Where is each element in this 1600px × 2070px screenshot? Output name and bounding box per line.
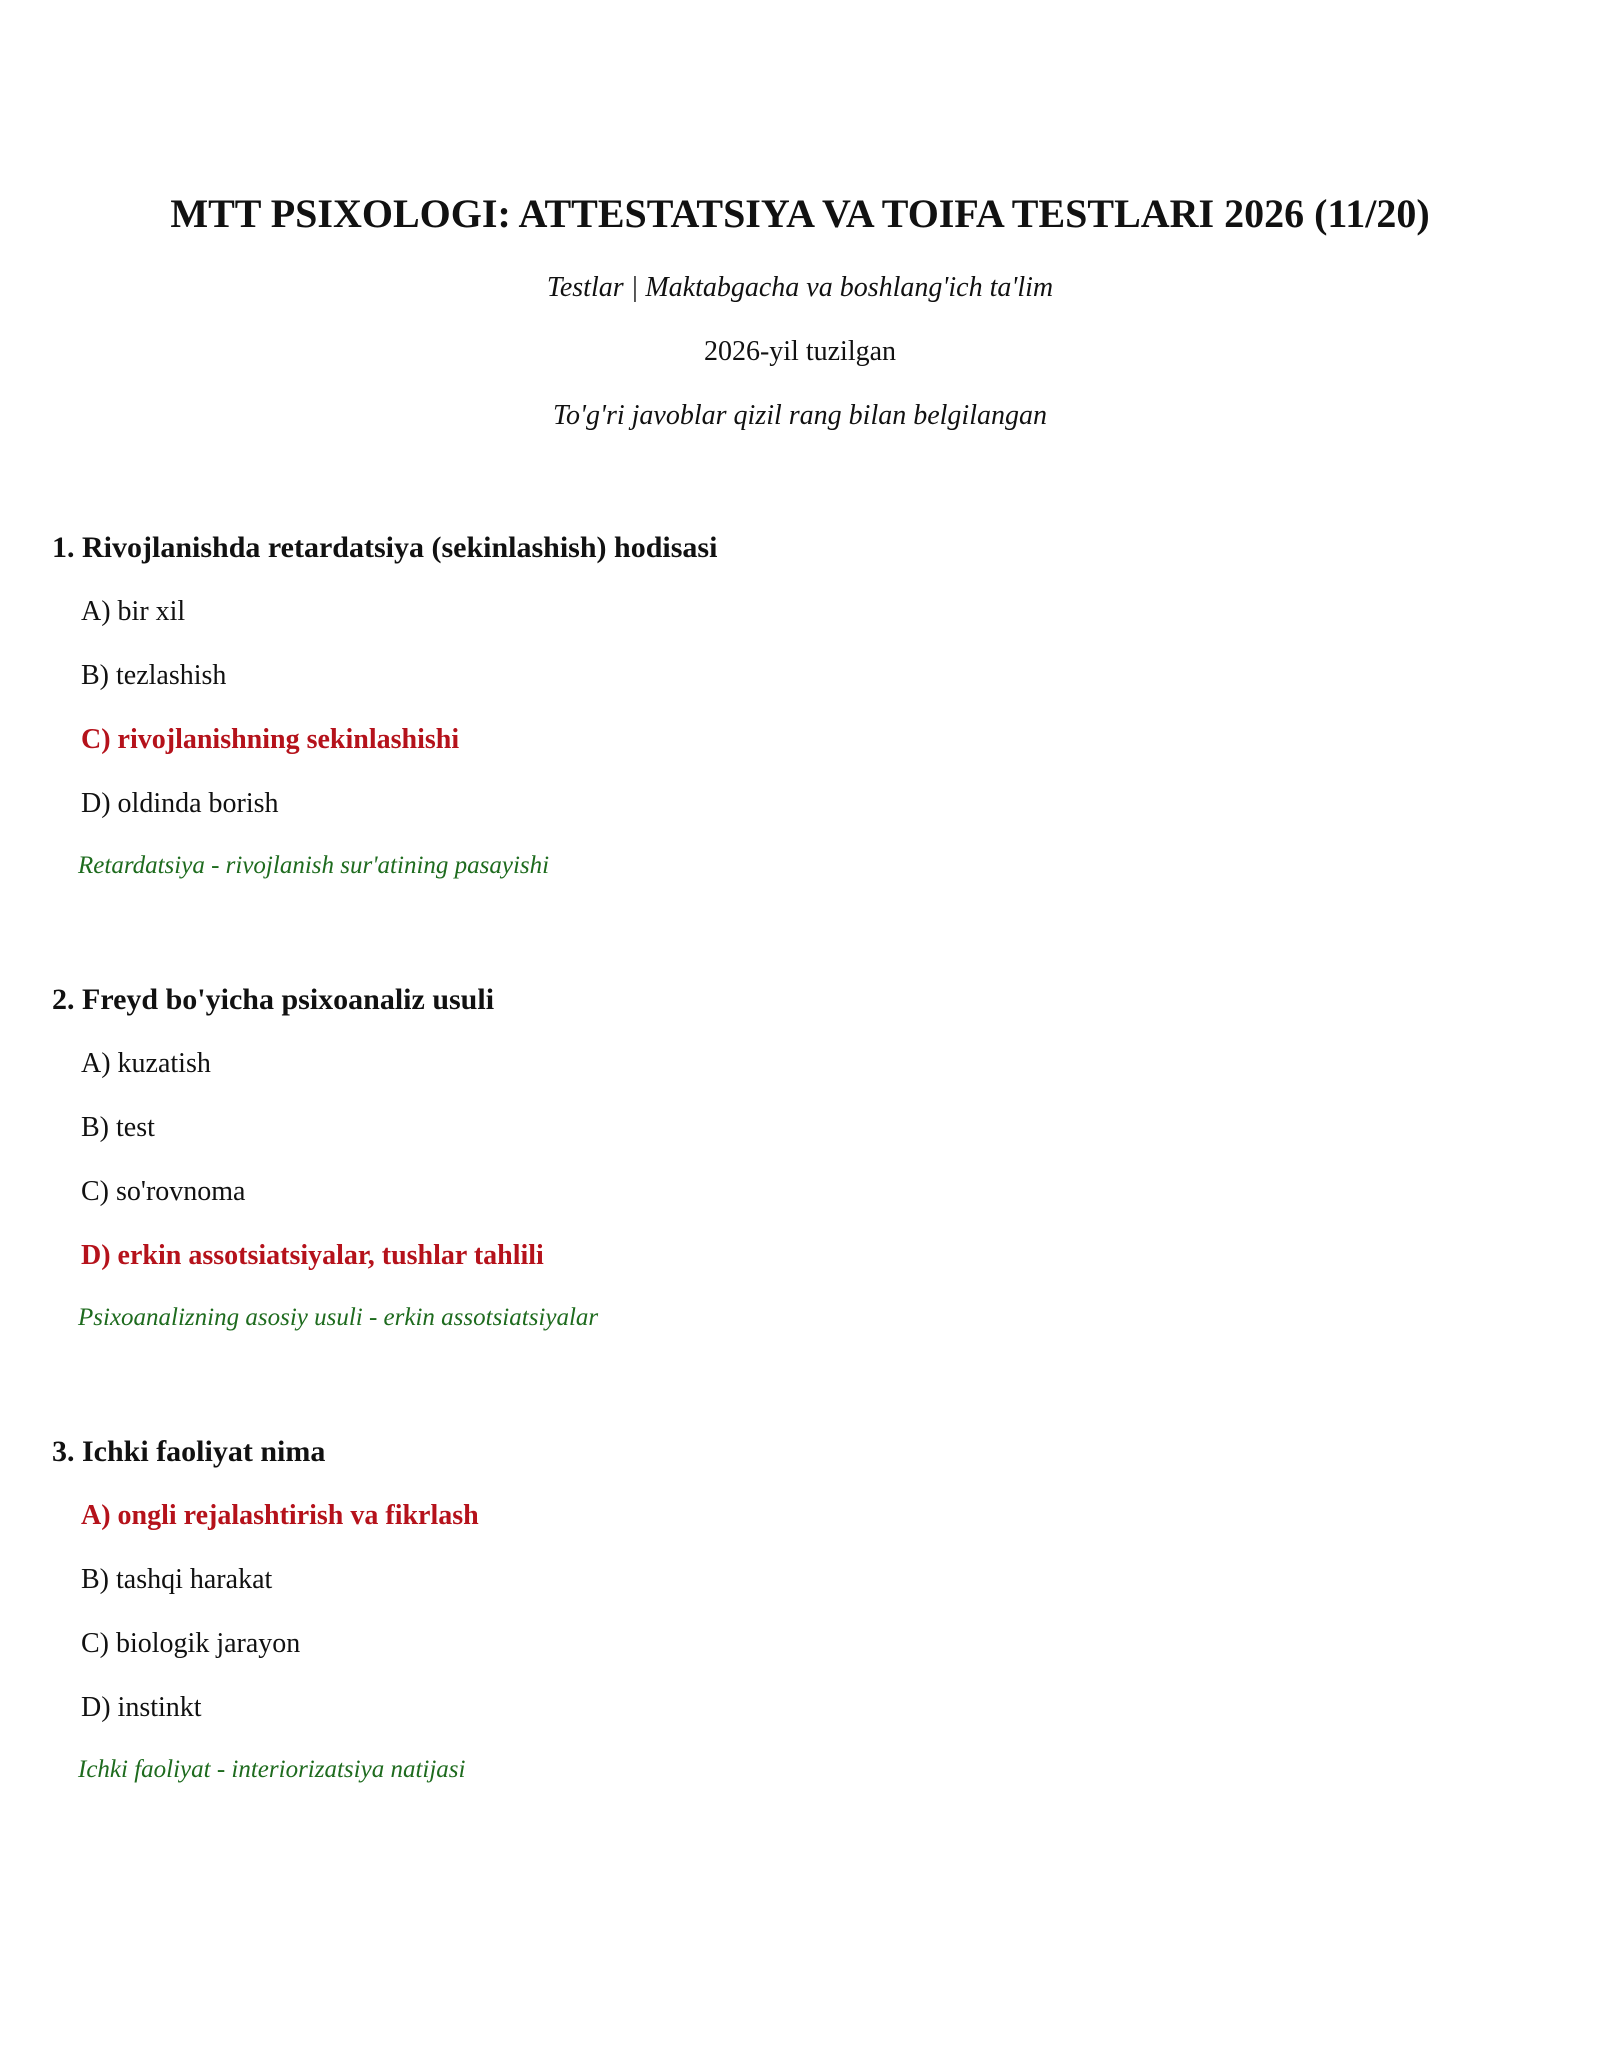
option-c: C) so'rovnoma: [81, 1176, 246, 1207]
option-d: D) oldinda borish: [81, 788, 279, 819]
question-1: [52, 528, 1552, 884]
legend-note: To'g'ri javoblar qizil rang bilan belgilangan: [553, 400, 1047, 431]
option-c: C) biologik jarayon: [81, 1628, 301, 1659]
year-note: 2026-yil tuzilgan: [703, 336, 897, 367]
answer-explanation: Ichki faoliyat - interiorizatsiya natijasi: [78, 1756, 466, 1783]
option-d: D) instinkt: [81, 1692, 202, 1723]
option-a: A) kuzatish: [81, 1048, 211, 1079]
question-2: [52, 980, 1552, 1336]
answer-explanation: Retardatsiya - rivojlanish sur'atining pasayishi: [78, 852, 550, 879]
answer-explanation: Psixoanalizning asosiy usuli - erkin assotsiatsiyalar: [78, 1304, 599, 1331]
option-d-correct: D) erkin assotsiatsiyalar, tushlar tahlili: [81, 1240, 544, 1271]
page-title: MTT PSIXOLOGI: ATTESTATSIYA VA TOIFA TESTLARI 2026 (11/20): [170, 191, 1430, 236]
question-title: 3. Ichki faoliyat nima: [52, 1435, 326, 1468]
question-3: [52, 1432, 1552, 1788]
page-subtitle: Testlar | Maktabgacha va boshlang'ich ta'lim: [546, 272, 1054, 303]
option-a-correct: A) ongli rejalashtirish va fikrlash: [81, 1500, 479, 1531]
option-b: B) tezlashish: [81, 660, 227, 691]
question-title: 2. Freyd bo'yicha psixoanaliz usuli: [52, 983, 495, 1016]
option-a: A) bir xil: [81, 596, 186, 627]
option-c-correct: C) rivojlanishning sekinlashishi: [81, 724, 460, 755]
option-b: B) tashqi harakat: [81, 1564, 273, 1595]
question-title: 1. Rivojlanishda retardatsiya (sekinlashish) hodisasi: [52, 531, 718, 564]
option-b: B) test: [81, 1112, 155, 1143]
